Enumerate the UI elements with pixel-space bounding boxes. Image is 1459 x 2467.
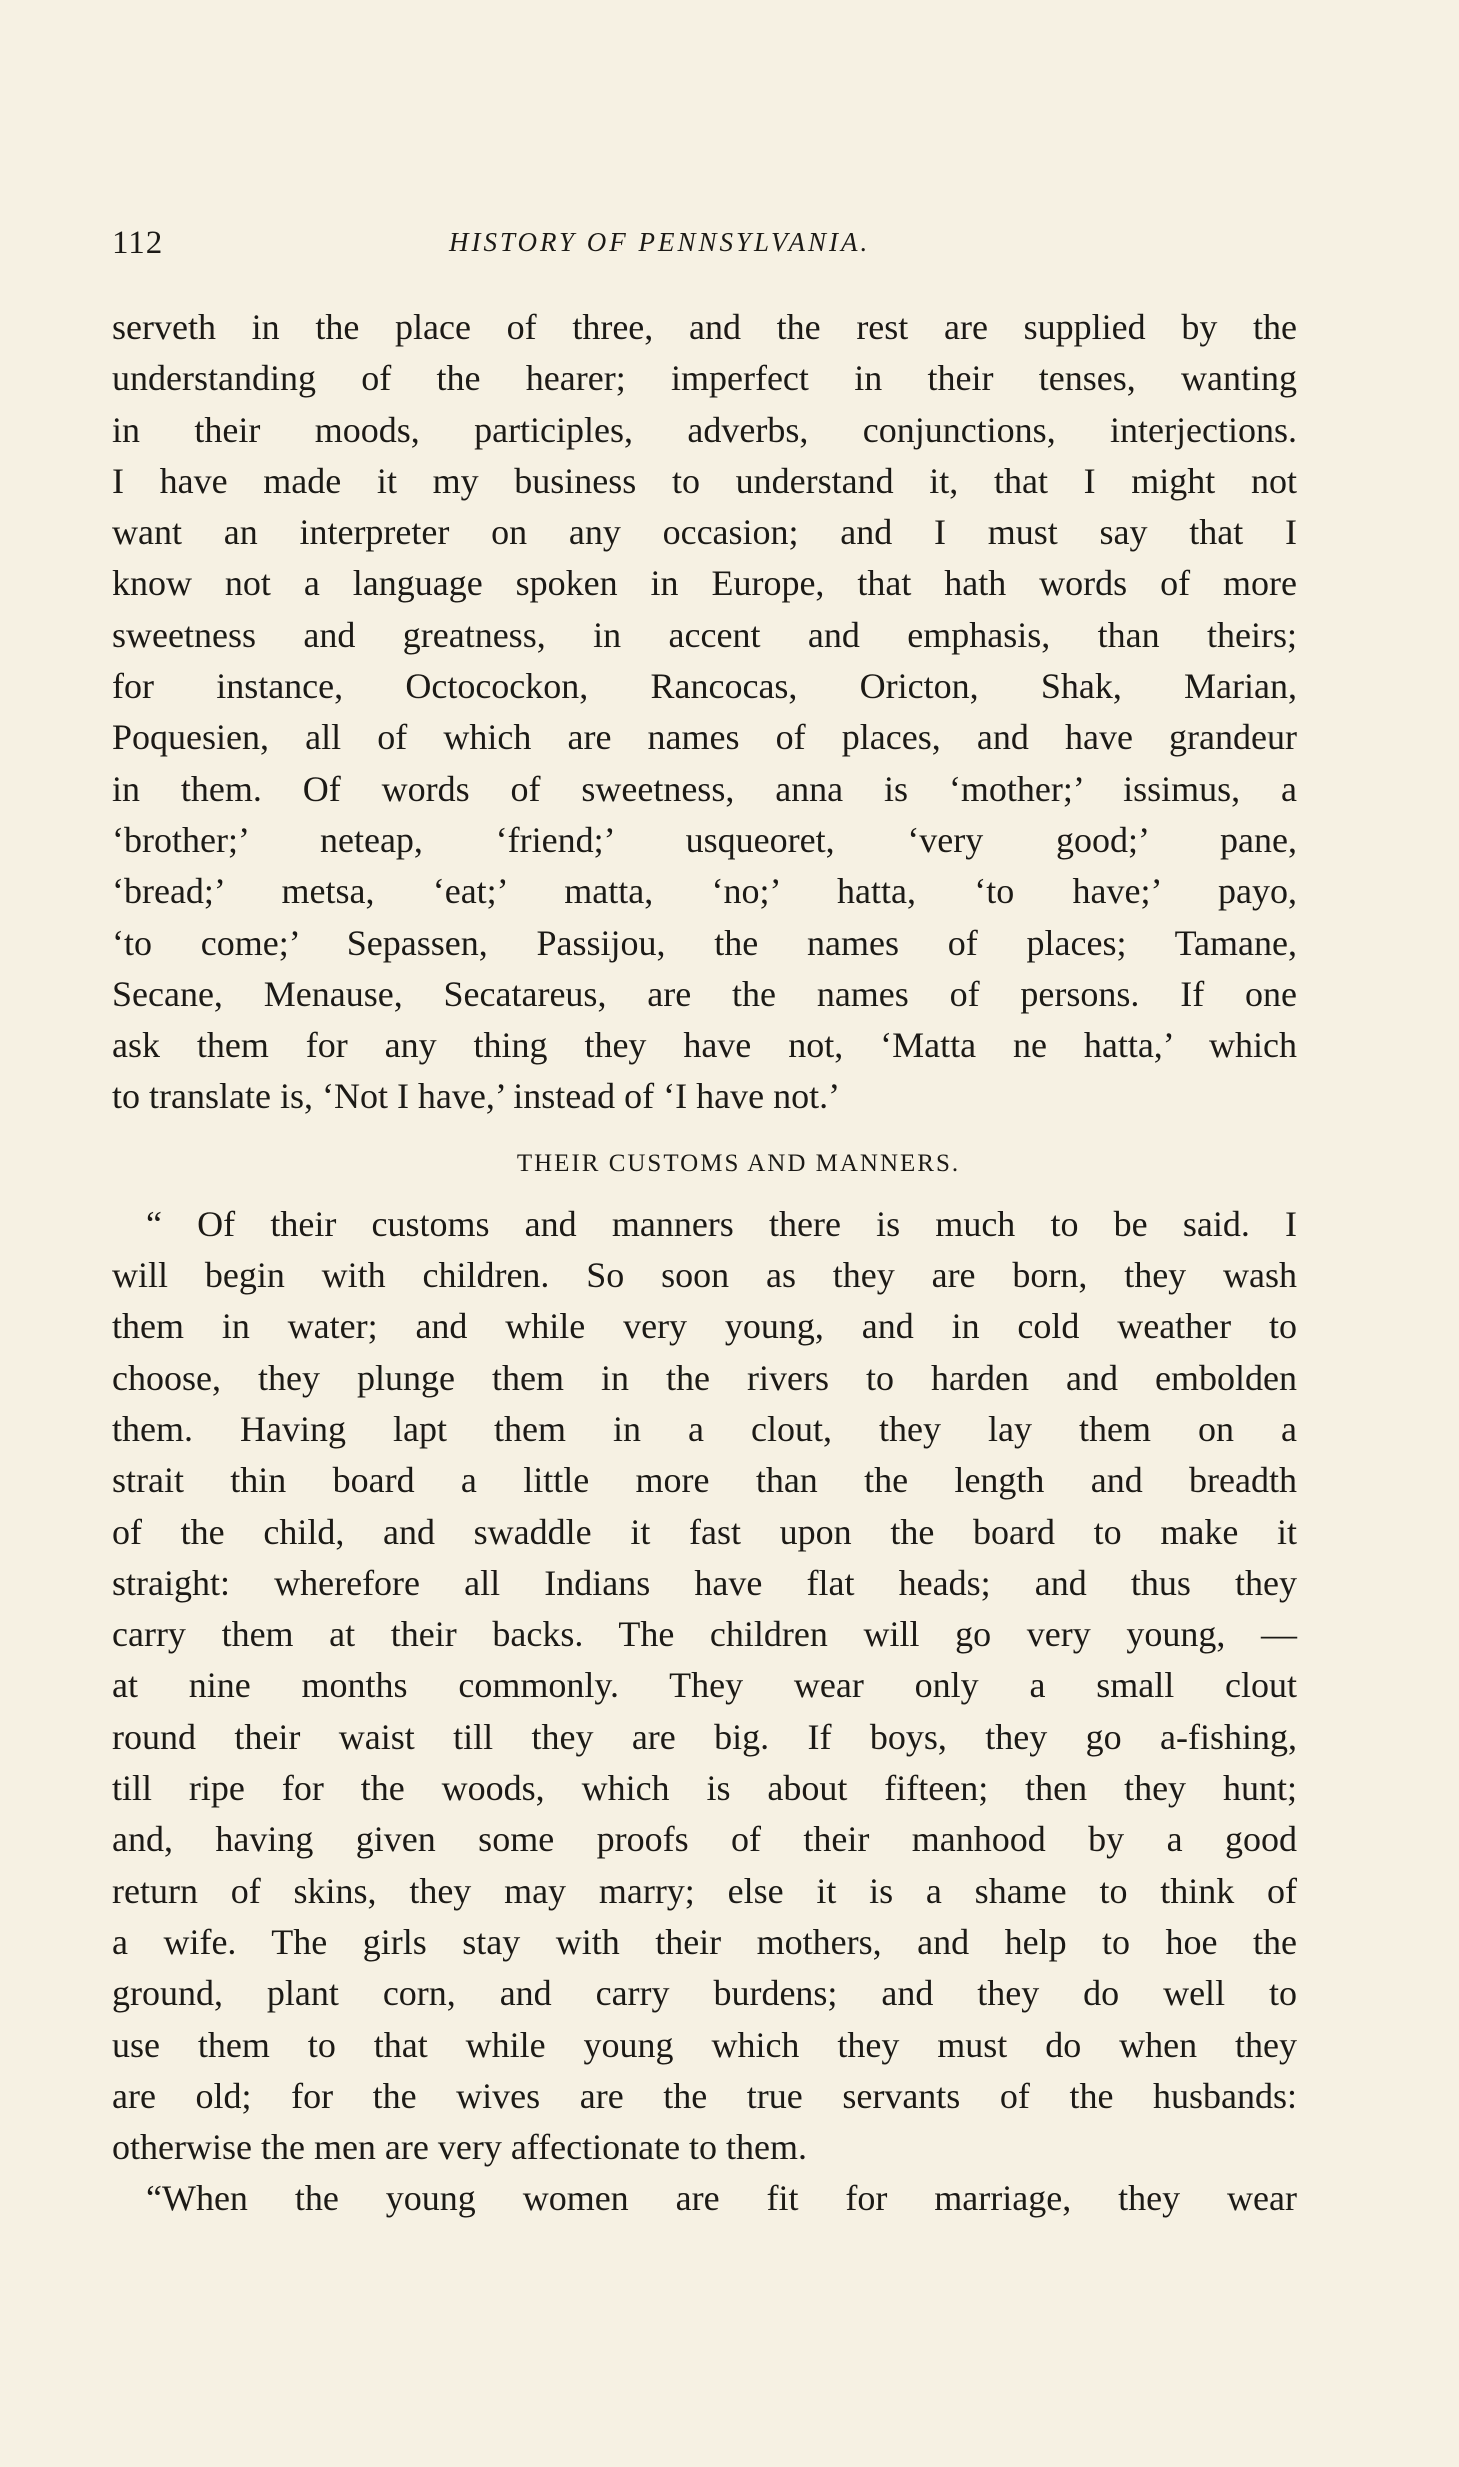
- text-line: in them. Of words of sweetness, anna is ‘mother;’ issimus, a: [112, 768, 1297, 809]
- text-line: ground, plant corn, and carry burdens; and they do well to: [112, 1973, 1297, 2014]
- text-line: understanding of the hearer; imperfect in their tenses, wanting: [112, 358, 1297, 399]
- text-line: ‘bread;’ metsa, ‘eat;’ matta, ‘no;’ hatta, ‘to have;’ payo,: [112, 871, 1297, 912]
- text-line: Secane, Menause, Secatareus, are the names of persons. If one: [112, 973, 1297, 1014]
- text-line: know not a language spoken in Europe, that hath words of more: [112, 563, 1297, 604]
- section-heading: THEIR CUSTOMS AND MANNERS.: [516, 1149, 961, 1177]
- text-line: strait thin board a little more than the length and breadth: [112, 1460, 1297, 1501]
- text-line: at nine months commonly. They wear only a small clout: [112, 1665, 1297, 1706]
- text-line: Poquesien, all of which are names of places, and have grandeur: [112, 717, 1297, 758]
- text-line: serveth in the place of three, and the rest are supplied by the: [112, 307, 1297, 347]
- running-title: HISTORY OF PENNSYLVANIA.: [449, 227, 871, 257]
- text-line: ask them for any thing they have not, ‘Matta ne hatta,’ which: [112, 1025, 1297, 1066]
- text-line: choose, they plunge them in the rivers to harden and embolden: [112, 1357, 1297, 1398]
- text-line: otherwise the men are very affectionate to them.: [112, 2127, 808, 2168]
- text-line: till ripe for the woods, which is about fifteen; then they hunt;: [112, 1768, 1297, 1809]
- page-body: [112, 302, 1297, 2225]
- text-line: “ Of their customs and manners there is much to be said. I: [146, 1203, 1297, 1244]
- text-line: for instance, Octocockon, Rancocas, Oricton, Shak, Marian,: [112, 666, 1297, 707]
- text-line: a wife. The girls stay with their mothers, and help to hoe the: [112, 1921, 1297, 1962]
- text-line: them. Having lapt them in a clout, they lay them on a: [112, 1408, 1297, 1449]
- text-line: want an interpreter on any occasion; and I must say that I: [112, 512, 1297, 553]
- text-line: sweetness and greatness, in accent and emphasis, than theirs;: [112, 614, 1297, 655]
- text-line: and, having given some proofs of their manhood by a good: [112, 1819, 1297, 1860]
- paragraph-language: [112, 302, 1297, 1123]
- text-line: are old; for the wives are the true servants of the husbands:: [112, 2075, 1297, 2116]
- text-line: them in water; and while very young, and in cold weather to: [112, 1306, 1297, 1347]
- text-line: ‘brother;’ neteap, ‘friend;’ usqueoret, ‘very good;’ pane,: [112, 819, 1297, 860]
- text-line: round their waist till they are big. If boys, they go a-fishing,: [112, 1716, 1297, 1757]
- page-number: 112: [112, 225, 164, 261]
- paragraph-customs: [112, 1199, 1297, 2225]
- text-line: return of skins, they may marry; else it is a shame to think of: [112, 1870, 1297, 1911]
- text-line: straight: wherefore all Indians have flat heads; and thus they: [112, 1562, 1297, 1603]
- text-line: will begin with children. So soon as they are born, they wash: [112, 1255, 1297, 1296]
- text-line: I have made it my business to understand it, that I might not: [112, 460, 1297, 501]
- text-line: carry them at their backs. The children will go very young, —: [112, 1614, 1297, 1655]
- page-header: [112, 225, 1297, 275]
- text-line: to translate is, ‘Not I have,’ instead of ‘I have not.’: [112, 1076, 841, 1117]
- text-line: of the child, and swaddle it fast upon the board to make it: [112, 1511, 1297, 1552]
- text-line: use them to that while young which they must do when they: [112, 2024, 1297, 2065]
- text-line: in their moods, participles, adverbs, conjunctions, interjections.: [112, 409, 1297, 450]
- text-line: “When the young women are fit for marriage, they wear: [146, 2178, 1297, 2219]
- text-line: ‘to come;’ Sepassen, Passijou, the names of places; Tamane,: [112, 922, 1297, 963]
